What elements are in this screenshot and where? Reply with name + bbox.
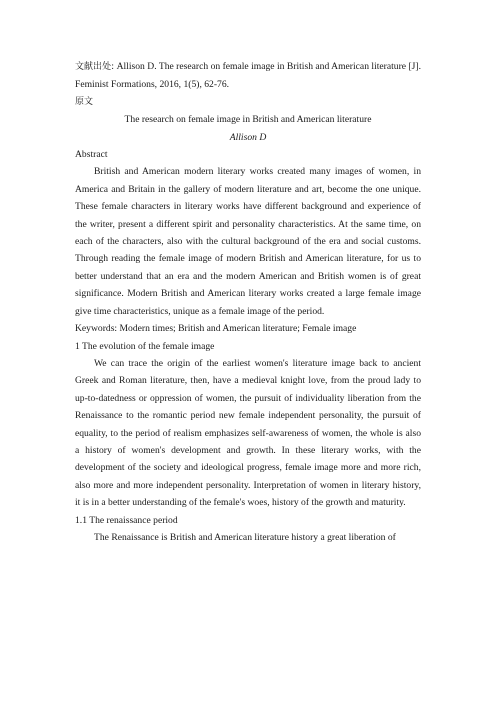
original-text-label: 原文	[75, 96, 94, 107]
keywords-line: Keywords: Modern times; British and American literature; Female image	[75, 323, 357, 335]
section-1-heading: 1 The evolution of the female image	[75, 340, 215, 352]
section-1-body: We can trace the origin of the earliest women's literature image back to ancient Greek and Roman literature, then, have a medieval knight love, from the proud lady to up-to-datedness or oppression of women, the pursuit of individuality liberation from the Renaissance to the romantic period new female independent personality, the pursuit of equality, to the period of realism emphasizes self-awareness of women, the whole is also a history of women's development and growth. In these literary works, with the development of the society and ideological progress, female image more and more rich, also more and more independent personality. Interpretation of women in literary history, it is in a better understanding of the female's woes, history of the growth and maturity.	[75, 357, 421, 509]
source-citation-text: Allison D. The research on female image in British and American literature [J]. Feminist Formations, 2016, 1(5), 62-76.	[75, 61, 421, 91]
source-citation	[75, 58, 421, 94]
section-1-1-heading: 1.1 The renaissance period	[75, 514, 178, 526]
abstract-body: British and American modern literary works created many images of women, in America and Britain in the gallery of modern literature and art, become the one unique. These female characters in literary works have different background and experience of the writer, present a different spirit and personality characteristics. At the same time, on each of the characters, also with the cultural background of the era and social customs. Through reading the female image of modern British and American literature, for us to better understand that an era and the modern American and British women is of great significance. Modern British and American literary works created a large female image give time characteristics, unique as a female image of the period.	[75, 166, 421, 317]
section-1-1-body: The Renaissance is British and American literature history a great liberation of	[94, 531, 396, 543]
paper-title: The research on female image in British and American literature	[124, 114, 372, 126]
paper-author: Allison D	[229, 131, 267, 143]
source-label: 文献出处:	[75, 62, 115, 72]
document-page	[75, 58, 421, 546]
abstract-heading: Abstract	[75, 149, 108, 161]
